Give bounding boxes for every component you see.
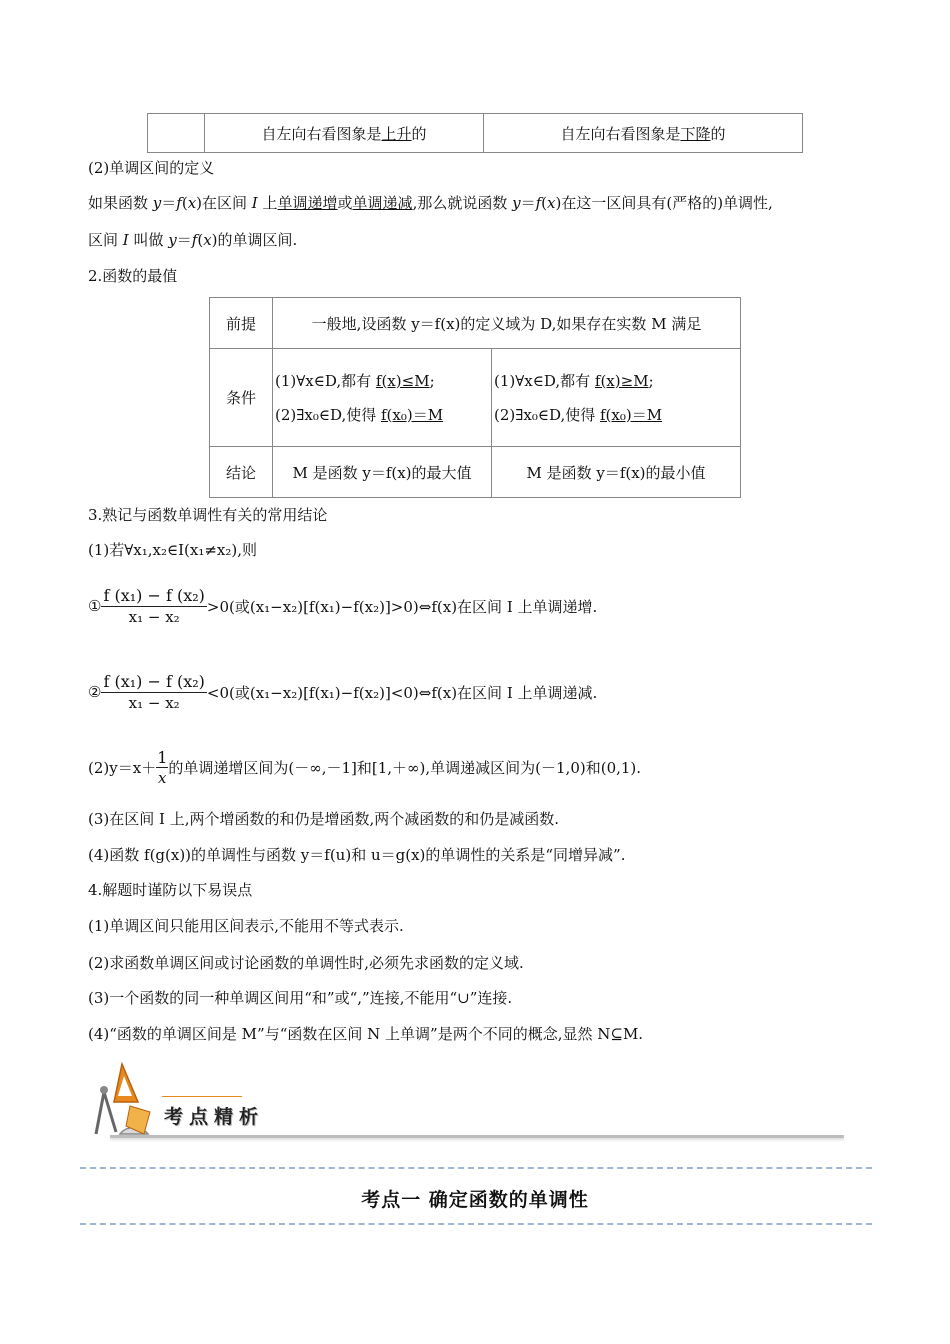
empty-cell [148, 114, 205, 153]
condition-label: 条件 [210, 349, 273, 447]
decreasing-cell: 自左向右看图象是下降的 [484, 114, 803, 153]
banner-accent-line [162, 1096, 242, 1097]
s2-definition-line2: 区间 I 叫做 y＝f(x)的单调区间. [88, 231, 298, 249]
s3-item3: (3)在区间 I 上,两个增函数的和仍是增函数,两个减函数的和仍是减函数. [88, 810, 560, 828]
banner-title: 考点精析 [164, 1106, 265, 1128]
max-condition: (1)∀x∈D,都有 f(x)≤M; (2)∃x₀∈D,使得 f(x₀)＝M [273, 349, 492, 447]
monotonic-table-fragment [147, 113, 803, 153]
formula-increasing: ① $\frac{\text{f (x₁) − f (x₂)}}{\text{x₁ − x₂}}$ >0(或(x₁−x₂)[f(x₁)−f(x₂)]>0)⇔f(x)在区间 I 上单调递增. [88, 586, 598, 626]
s4-item2: (2)求函数单调区间或讨论函数的单调性时,必须先求函数的定义域. [88, 954, 524, 972]
section-heading: 考点一 确定函数的单调性 [361, 1189, 589, 1211]
fraction-one-over-x: $\frac{1}{x}$ [157, 748, 168, 787]
increasing-cell: 自左向右看图象是上升的 [205, 114, 484, 153]
s4-item3: (3)一个函数的同一种单调区间用“和”或“,”连接,不能用“∪”连接. [88, 989, 513, 1007]
conclusion-label: 结论 [210, 447, 273, 498]
dashed-divider-bottom [80, 1223, 872, 1225]
s4-item4: (4)“函数的单调区间是 M”与“函数在区间 N 上单调”是两个不同的概念,显然 N⊆M. [88, 1025, 644, 1043]
section-2-title: 2.函数的最值 [88, 267, 178, 285]
formula-decreasing: ② $\frac{\text{f (x₁) − f (x₂)}}{\text{x₁ − x₂}}$ <0(或(x₁−x₂)[f(x₁)−f(x₂)]<0)⇔f(x)在区间 I 上单调递减. [88, 672, 598, 712]
section-4-title: 4.解题时谨防以下易误点 [88, 881, 253, 899]
s4-item1: (1)单调区间只能用区间表示,不能用不等式表示. [88, 917, 404, 935]
min-conclusion: M 是函数 y＝f(x)的最小值 [492, 447, 741, 498]
s3-item4: (4)函数 f(g(x))的单调性与函数 y＝f(u)和 u＝g(x)的单调性的关系是“同增异减”. [88, 846, 626, 864]
fraction: $\frac{\text{f (x₁) − f (x₂)}}{\text{x₁ − x₂}}$ [103, 586, 205, 626]
premise-text: 一般地,设函数 y＝f(x)的定义域为 D,如果存在实数 M 满足 [273, 298, 741, 349]
section-3-title: 3.熟记与函数单调性有关的常用结论 [88, 506, 328, 524]
s2-definition-line1: 如果函数 y＝f(x)在区间 I 上单调递增或单调递减,那么就说函数 y＝f(x)在这一区间具有(严格的)单调性, [88, 194, 773, 212]
section-banner [90, 1062, 850, 1144]
fraction: $\frac{\text{f (x₁) − f (x₂)}}{\text{x₁ − x₂}}$ [103, 672, 205, 712]
s3-item2: (2)y＝x＋ $\frac{1}{x}$ 的单调递增区间为(－∞,－1]和[1,＋∞),单调递减区间为(－1,0)和(0,1). [88, 748, 642, 787]
max-conclusion: M 是函数 y＝f(x)的最大值 [273, 447, 492, 498]
premise-label: 前提 [210, 298, 273, 349]
geometry-tools-icon [90, 1062, 160, 1140]
banner-underline [110, 1135, 844, 1138]
dashed-divider-top [80, 1167, 872, 1169]
min-condition: (1)∀x∈D,都有 f(x)≥M; (2)∃x₀∈D,使得 f(x₀)＝M [492, 349, 741, 447]
s3-item1: (1)若∀x₁,x₂∈I(x₁≠x₂),则 [88, 541, 258, 559]
extreme-value-table [209, 297, 741, 498]
s2-heading: (2)单调区间的定义 [88, 159, 215, 177]
